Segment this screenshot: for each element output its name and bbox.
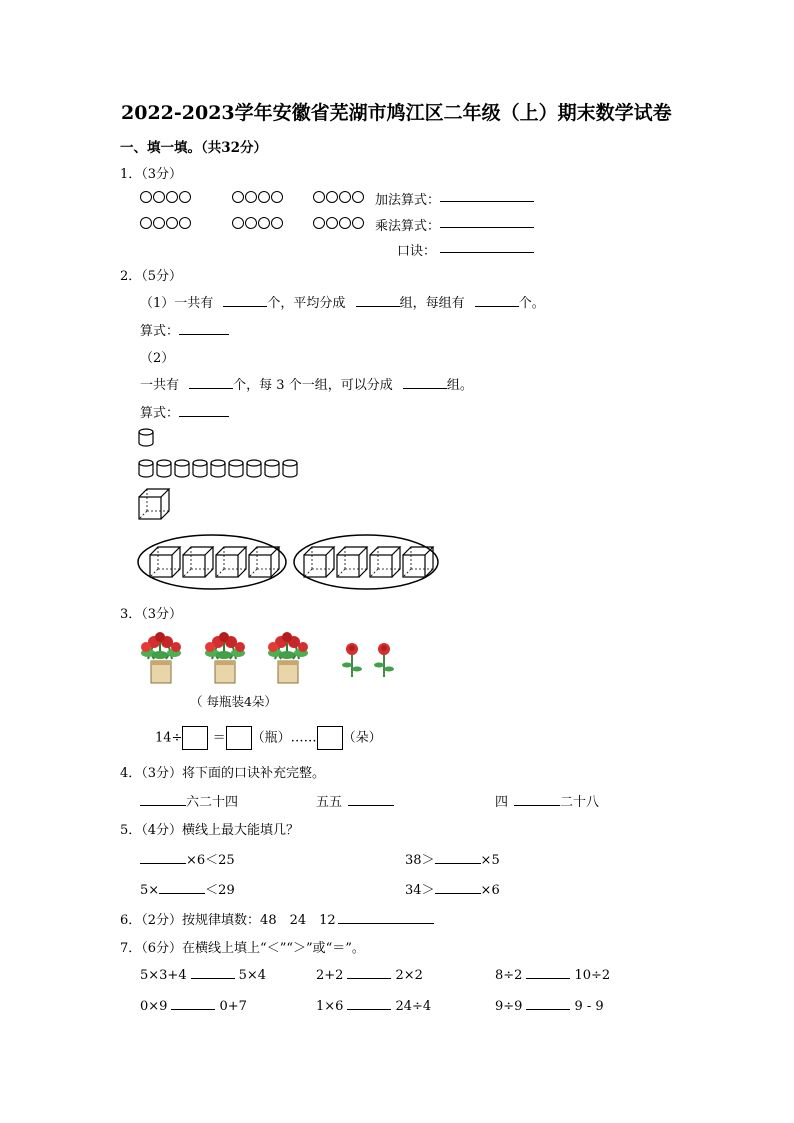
q1-header: 1．（3分） bbox=[120, 167, 183, 182]
formula-blank[interactable] bbox=[179, 322, 229, 335]
q4-item2 bbox=[316, 791, 394, 810]
ineq-text: ×6＜25 bbox=[186, 853, 235, 868]
group-oval bbox=[294, 535, 438, 589]
flower-pot-icon bbox=[268, 632, 308, 683]
cube-icon bbox=[370, 547, 400, 577]
q3-header: 3．（3分） bbox=[120, 607, 183, 622]
eq-text: （瓶）…… bbox=[251, 730, 317, 746]
cylinder-icon bbox=[175, 460, 189, 477]
ineq-text: 34＞ bbox=[405, 883, 435, 898]
section-heading: 一、填一填。（共32分） bbox=[120, 140, 268, 156]
q3-note: （ 每瓶装4朵） bbox=[190, 694, 277, 709]
rhyme-label: 口诀： bbox=[397, 244, 437, 259]
cylinder-icon bbox=[229, 460, 243, 477]
cube-icon bbox=[337, 547, 367, 577]
cube-icon bbox=[150, 547, 180, 577]
eq-text: ＝ bbox=[212, 730, 226, 746]
rhyme-text: 五五 bbox=[316, 795, 343, 810]
compare-text: 5×4 bbox=[238, 968, 267, 983]
answer-blank[interactable] bbox=[191, 966, 235, 979]
q2-header: 2．（5分） bbox=[120, 269, 183, 284]
rhyme-blank[interactable] bbox=[440, 240, 534, 257]
q4-item3 bbox=[495, 791, 599, 810]
ineq-text: 5× bbox=[140, 883, 160, 898]
q3-equation bbox=[155, 726, 382, 750]
cylinder-icon bbox=[283, 460, 297, 477]
compare-text: 2+2 bbox=[316, 968, 344, 983]
circle-group-2 bbox=[232, 191, 284, 207]
cylinder-icon bbox=[139, 460, 153, 477]
compare-text: 0×9 bbox=[140, 999, 168, 1014]
formula-label: 算式： bbox=[140, 406, 180, 421]
compare-text: 9÷9 bbox=[495, 999, 523, 1014]
q7-r2c1 bbox=[140, 997, 247, 1014]
answer-box[interactable] bbox=[182, 726, 208, 750]
add-label: 加法算式： bbox=[375, 193, 441, 208]
q2-text: 组，每组有 bbox=[399, 296, 465, 311]
answer-blank[interactable] bbox=[403, 376, 447, 389]
q7-r2c2 bbox=[316, 997, 431, 1014]
answer-blank[interactable] bbox=[348, 793, 394, 806]
ineq-text: 38＞ bbox=[405, 853, 435, 868]
compare-text: 10÷2 bbox=[574, 968, 611, 983]
q7-r1c2 bbox=[316, 966, 423, 983]
answer-blank[interactable] bbox=[171, 997, 215, 1010]
circle-group-5 bbox=[232, 217, 284, 233]
answer-blank[interactable] bbox=[475, 294, 519, 307]
flower-pot-icon bbox=[141, 632, 181, 683]
q5-b bbox=[405, 849, 500, 868]
cylinder-icon bbox=[193, 460, 207, 477]
rose-icon bbox=[342, 643, 362, 677]
answer-blank[interactable] bbox=[159, 881, 205, 894]
answer-box[interactable] bbox=[317, 726, 343, 750]
q2-formula2-line bbox=[140, 402, 229, 421]
circle-group-3 bbox=[313, 191, 365, 207]
page-title: 2022-2023学年安徽省芜湖市鸠江区二年级（上）期末数学试卷 bbox=[121, 102, 672, 124]
group-oval bbox=[138, 535, 286, 589]
ineq-text: ×5 bbox=[480, 853, 500, 868]
q7-header: 7．（6分）在横线上填上“＜”“＞”或“＝”。 bbox=[120, 941, 365, 956]
q2-part2-line bbox=[140, 374, 473, 393]
answer-blank[interactable] bbox=[435, 851, 481, 864]
cube-icon bbox=[249, 547, 279, 577]
answer-blank[interactable] bbox=[140, 793, 186, 806]
q5-header: 5．（4分）横线上最大能填几？ bbox=[120, 823, 300, 838]
answer-blank[interactable] bbox=[514, 793, 560, 806]
answer-blank[interactable] bbox=[223, 294, 267, 307]
circle-group-1 bbox=[140, 191, 192, 207]
formula-blank[interactable] bbox=[179, 404, 229, 417]
ineq-text: ＜29 bbox=[205, 883, 235, 898]
answer-blank[interactable] bbox=[347, 966, 391, 979]
compare-text: 9 - 9 bbox=[574, 999, 604, 1014]
cylinder-icon bbox=[247, 460, 261, 477]
cylinder-icon bbox=[265, 460, 279, 477]
compare-text: 2×2 bbox=[395, 968, 423, 983]
answer-blank[interactable] bbox=[526, 997, 570, 1010]
q7-r2c3 bbox=[495, 997, 604, 1014]
answer-box[interactable] bbox=[226, 726, 252, 750]
eq-text: 14÷ bbox=[155, 730, 183, 746]
rhyme-text: 二十八 bbox=[560, 795, 600, 810]
flower-pot-icon bbox=[205, 632, 245, 683]
formula-label: 算式： bbox=[140, 324, 180, 339]
compare-text: 5×3+4 bbox=[140, 968, 187, 983]
q5-c bbox=[140, 879, 235, 898]
answer-blank[interactable] bbox=[189, 376, 233, 389]
q2-text: 个，每 3 个一组，可以分成 bbox=[233, 378, 393, 393]
circle-group-6 bbox=[313, 217, 365, 233]
rose-icon bbox=[374, 643, 394, 677]
q2-text: 组。 bbox=[446, 378, 473, 393]
cube-icon bbox=[403, 547, 433, 577]
cylinder-icon bbox=[157, 460, 171, 477]
q5-a bbox=[140, 849, 235, 868]
answer-blank[interactable] bbox=[338, 911, 434, 924]
answer-blank[interactable] bbox=[356, 294, 400, 307]
rhyme-text: 四 bbox=[495, 795, 509, 810]
compare-text: 1×6 bbox=[316, 999, 344, 1014]
q2-text: 个，平均分成 bbox=[267, 296, 346, 311]
compare-text: 24÷4 bbox=[395, 999, 432, 1014]
cylinder-icon bbox=[211, 460, 225, 477]
mul-label: 乘法算式： bbox=[375, 219, 441, 234]
q5-d bbox=[405, 879, 500, 898]
compare-text: 8÷2 bbox=[495, 968, 523, 983]
q2-formula-line bbox=[140, 320, 229, 339]
cube-icon bbox=[304, 547, 334, 577]
q4-header: 4．（3分）将下面的口诀补充完整。 bbox=[120, 766, 326, 781]
answer-blank[interactable] bbox=[435, 881, 481, 894]
q2-text: 个。 bbox=[518, 296, 545, 311]
q6-header: 6．（2分）按规律填数：48 24 12 bbox=[120, 913, 336, 928]
rhyme-text: 六二十四 bbox=[186, 795, 239, 810]
q7-r1c3 bbox=[495, 966, 610, 983]
eq-text: （朵） bbox=[342, 730, 382, 746]
ineq-text: ×6 bbox=[480, 883, 500, 898]
cube-icon bbox=[139, 489, 169, 519]
q7-r1c1 bbox=[140, 966, 266, 983]
q4-item1 bbox=[140, 791, 238, 810]
answer-blank[interactable] bbox=[347, 997, 391, 1010]
q6-line bbox=[120, 909, 434, 928]
compare-text: 0+7 bbox=[219, 999, 247, 1014]
q2-text: （1）一共有 bbox=[140, 296, 214, 311]
add-blank[interactable] bbox=[440, 189, 534, 206]
mul-blank[interactable] bbox=[440, 215, 534, 232]
answer-blank[interactable] bbox=[140, 851, 186, 864]
cube-icon bbox=[183, 547, 213, 577]
answer-blank[interactable] bbox=[526, 966, 570, 979]
q2-part1-line bbox=[140, 292, 545, 311]
q2-part2-label: （2） bbox=[140, 351, 175, 366]
cylinder-icon bbox=[139, 429, 153, 446]
circle-group-4 bbox=[140, 217, 192, 233]
cube-icon bbox=[216, 547, 246, 577]
q2-text: 一共有 bbox=[140, 378, 180, 393]
